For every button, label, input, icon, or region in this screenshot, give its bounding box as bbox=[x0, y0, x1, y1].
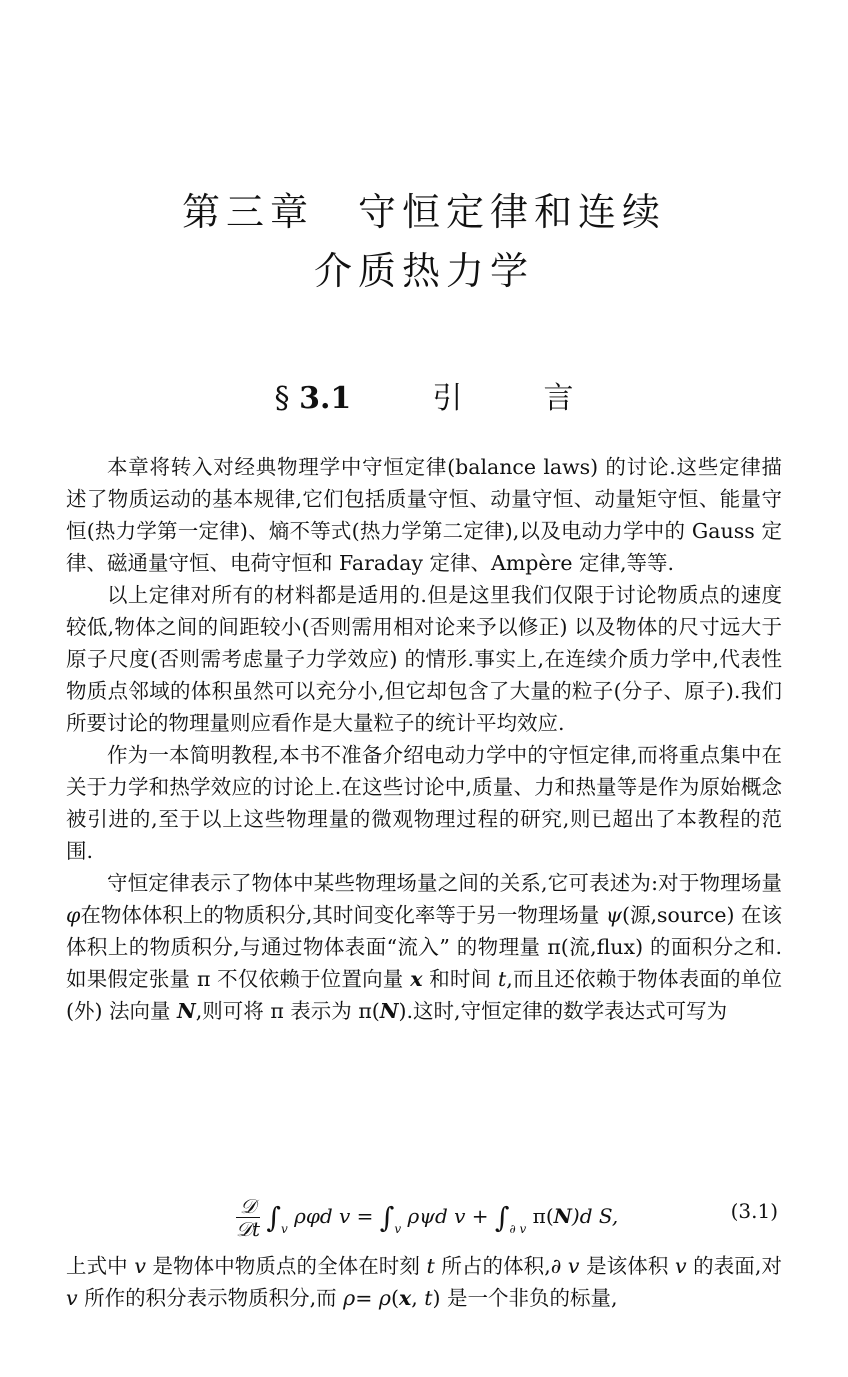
integral-sign: ∫ bbox=[494, 1201, 510, 1234]
p4-text: ).这时,守恒定律的数学表达式可写为 bbox=[398, 999, 728, 1023]
p4-var-phi: φ bbox=[66, 903, 81, 927]
section-title-char2: 言 bbox=[543, 381, 574, 416]
equation-term: )d S, bbox=[571, 1204, 619, 1228]
section-title-char1: 引 bbox=[432, 381, 463, 416]
p4-text: (源,source) 在该体积上的物质积分,与通过物体表面“流入” 的物理量 π(流,flux) 的面积分之和.如果假定张量 π 不仅依赖于位置向量 bbox=[66, 903, 782, 991]
equation-term: ρφd v = bbox=[294, 1204, 380, 1228]
p5-text: 所作的积分表示物质积分,而 bbox=[77, 1286, 344, 1310]
p4-text: 和时间 bbox=[422, 967, 499, 991]
chapter-title-line2: 介质热力学 bbox=[313, 249, 534, 293]
p5-text: 是该体积 bbox=[579, 1254, 675, 1278]
p5-var: v bbox=[66, 1286, 78, 1310]
p4-text: ,则可将 π 表示为 π( bbox=[195, 999, 380, 1023]
p5-text: = bbox=[355, 1286, 379, 1310]
paragraph-1: 本章将转入对经典物理学中守恒定律(balance laws) 的讨论.这些定律描述了物质运动的基本规律,它们包括质量守恒、动量守恒、动量矩守恒、能量守恒(热力学第一定律)、熵不等式(热力学第二定律),以及电动力学中的 Gauss 定律、磁通量守恒、电荷守恒和 Faraday 定律、Ampère 定律,等等. bbox=[66, 455, 782, 575]
p5-text: ) 是一个非负的标量, bbox=[432, 1286, 618, 1310]
equation-3-1 bbox=[66, 1185, 782, 1239]
p5-var: v bbox=[674, 1254, 687, 1278]
p4-text: 守恒定律表示了物体中某些物理场量之间的关系,它可表述为:对于物理场量 bbox=[107, 871, 782, 895]
section-number: 3.1 bbox=[299, 381, 352, 416]
fraction-numerator: 𝒟 bbox=[236, 1195, 260, 1218]
paragraph-2: 以上定律对所有的材料都是适用的.但是这里我们仅限于讨论物质点的速度较低,物体之间的间距较小(否则需用相对论来予以修正) 以及物体的尺寸远大于原子尺度(否则需考虑量子力学效应) 的情形.事实上,在连续介质力学中,代表性物质点邻域的体积虽然可以充分小,但它却包含了大量的粒子(分子、原子).我们所要讨论的物理量则应看作是大量粒子的统计平均效应. bbox=[66, 583, 782, 735]
p5-var: x bbox=[398, 1286, 412, 1310]
p4-var-x: x bbox=[410, 967, 423, 991]
p4-var-N2: N bbox=[379, 999, 399, 1023]
equation-var-N: N bbox=[553, 1204, 572, 1228]
body-text-upper bbox=[66, 451, 782, 1027]
material-derivative-fraction bbox=[236, 1195, 260, 1240]
integral-sign: ∫ bbox=[379, 1201, 395, 1234]
p5-text: 所占的体积,∂ bbox=[434, 1254, 568, 1278]
p5-var: v bbox=[567, 1254, 580, 1278]
p4-text: ,而且还依赖于物体表面的单位(外) 法向量 bbox=[66, 967, 782, 1023]
equation-term: ρψd v + bbox=[407, 1204, 495, 1228]
section-symbol: § bbox=[274, 381, 290, 416]
p5-var: ρ bbox=[378, 1286, 391, 1310]
p4-var-t: t bbox=[498, 967, 507, 991]
fraction-denominator: 𝒟t bbox=[236, 1217, 260, 1241]
integral-subscript: ∂ v bbox=[509, 1222, 527, 1236]
p5-var: t bbox=[424, 1286, 433, 1310]
section-heading bbox=[0, 381, 848, 416]
p4-text: 在物体体积上的物质积分,其时间变化率等于另一物理场量 bbox=[80, 903, 606, 927]
p5-var: ρ bbox=[343, 1286, 356, 1310]
p5-text: ( bbox=[390, 1286, 399, 1310]
p5-var: t bbox=[426, 1254, 435, 1278]
p5-text: 的表面,对 bbox=[686, 1254, 782, 1278]
equation-term: π( bbox=[532, 1204, 554, 1228]
p4-var-psi: ψ bbox=[605, 903, 622, 927]
p5-text: , bbox=[411, 1286, 425, 1310]
equation-number: (3.1) bbox=[730, 1199, 778, 1223]
paragraph-5 bbox=[66, 1250, 782, 1314]
integral-sign: ∫ bbox=[266, 1201, 281, 1234]
p5-text: 是物体中物质点的全体在时刻 bbox=[145, 1254, 427, 1278]
p5-var: v bbox=[134, 1254, 146, 1278]
p5-text: 上式中 bbox=[66, 1254, 135, 1278]
integral-subscript: v bbox=[280, 1222, 288, 1236]
integral-subscript: v bbox=[394, 1222, 402, 1236]
equation-body bbox=[236, 1195, 618, 1240]
paragraph-3: 作为一本简明教程,本书不准备介绍电动力学中的守恒定律,而将重点集中在关于力学和热学效应的讨论上.在这些讨论中,质量、力和热量等是作为原始概念被引进的,至于以上这些物理量的微观物理过程的研究,则已超出了本教程的范围. bbox=[66, 743, 782, 863]
paragraph-4 bbox=[66, 867, 782, 1027]
p4-var-N: N bbox=[177, 999, 196, 1023]
chapter-title-line1: 第三章 守恒定律和连续 bbox=[181, 190, 666, 234]
body-text-lower bbox=[66, 1250, 782, 1314]
